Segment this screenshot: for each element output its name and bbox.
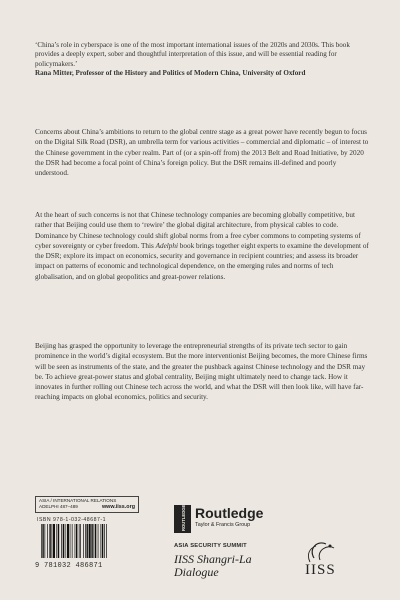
routledge-logo-icon	[174, 505, 191, 533]
iiss-logo-text: IISS	[305, 562, 336, 578]
book-info-block	[35, 496, 139, 584]
blurb-paragraph-1: Concerns about China’s ambitions to return to the global centre stage as a great power have recently begun to focus on the Digital Silk Road (DSR), an umbrella term for various activities – commercial and diplomatic – of interest to the Chinese government in the cyber realm. Part of (or a spin-off from) the 2013 Belt and Road Initiative, by 2020 the DSR had become a focal point of China’s foreign policy. But the DSR remains ill-defined and poorly understood.	[35, 128, 369, 177]
blurb-paragraph-3: Beijing has grasped the opportunity to leverage the entrepreneurial strengths of its private tech sector to gain prominence in the world’s digital ecosystem. But the more interventionist Beijing becomes, the more Chinese firms will be seen as instruments of the state, and the greater the pushback against Chinese technology and the DSR may be. To achieve great-power status and global centrality, Beijing might ultimately need to change tack. How it innovates in further rolling out Chinese tech across the world, and what the DSR will then look like, will have far-reaching impacts on global economics, politics and security.	[35, 342, 368, 402]
blurb-paragraph-2-end: book brings together eight experts to examine the development of the DSR; explore its impact on economics, security and governance in recipient countries; and assess its broader impact on patterns of economic and technological dependence, on the emerging rules and norms of tech globalisation, and on global geopolitics and great-power relations.	[35, 241, 369, 281]
series-label: ADELPHI 487–489	[39, 504, 78, 509]
barcode-bars-icon	[35, 524, 137, 560]
category-label: ASIA / INTERNATIONAL RELATIONS	[39, 498, 117, 503]
summit-title-line-1: IISS Shangri-La	[174, 552, 252, 566]
summit-label: ASIA SECURITY SUMMIT	[174, 543, 247, 549]
barcode	[35, 524, 137, 568]
category-box	[35, 496, 139, 513]
publisher-group: Taylor & Francis Group	[195, 522, 251, 528]
summit-title	[174, 553, 252, 579]
publisher-name: Routledge	[195, 505, 264, 521]
routledge-logo-text: ROUTLEDGE	[181, 505, 186, 531]
adelphi-italic: Adelphi	[155, 241, 178, 250]
blurb-paragraph-2	[35, 210, 371, 282]
iiss-logo	[300, 536, 360, 586]
blurb-paragraph-2-start: At the heart of such concerns is not that Chinese technology companies are becoming globally competitive, but rather that Beijing could use them to ‘rewire’ the global digital architecture, from physical cables to code. Dominance by Chinese technology could shift global norms from a free cyber commons to competing systems of cyber sovereignty or cyber freedom. This	[35, 211, 361, 250]
summit-block	[174, 543, 252, 579]
endorsement-quote	[35, 41, 370, 79]
summit-title-line-2: Dialogue	[174, 565, 219, 579]
quote-text: ‘China’s role in cyberspace is one of the most important international issues of the 2020s and 2030s. This book provides a deeply expert, sober and thoughtful interpretation of this issue, and will be essential reading for policymakers.’	[35, 41, 350, 68]
quote-attribution: Rana Mitter, Professor of the History and Politics of Modern China, University of Oxford	[35, 69, 306, 78]
website-label: www.iiss.org	[101, 504, 135, 510]
isbn-label: ISBN 978-1-032-48687-1	[37, 517, 106, 523]
barcode-digits: 9 781032 486871	[35, 562, 139, 570]
